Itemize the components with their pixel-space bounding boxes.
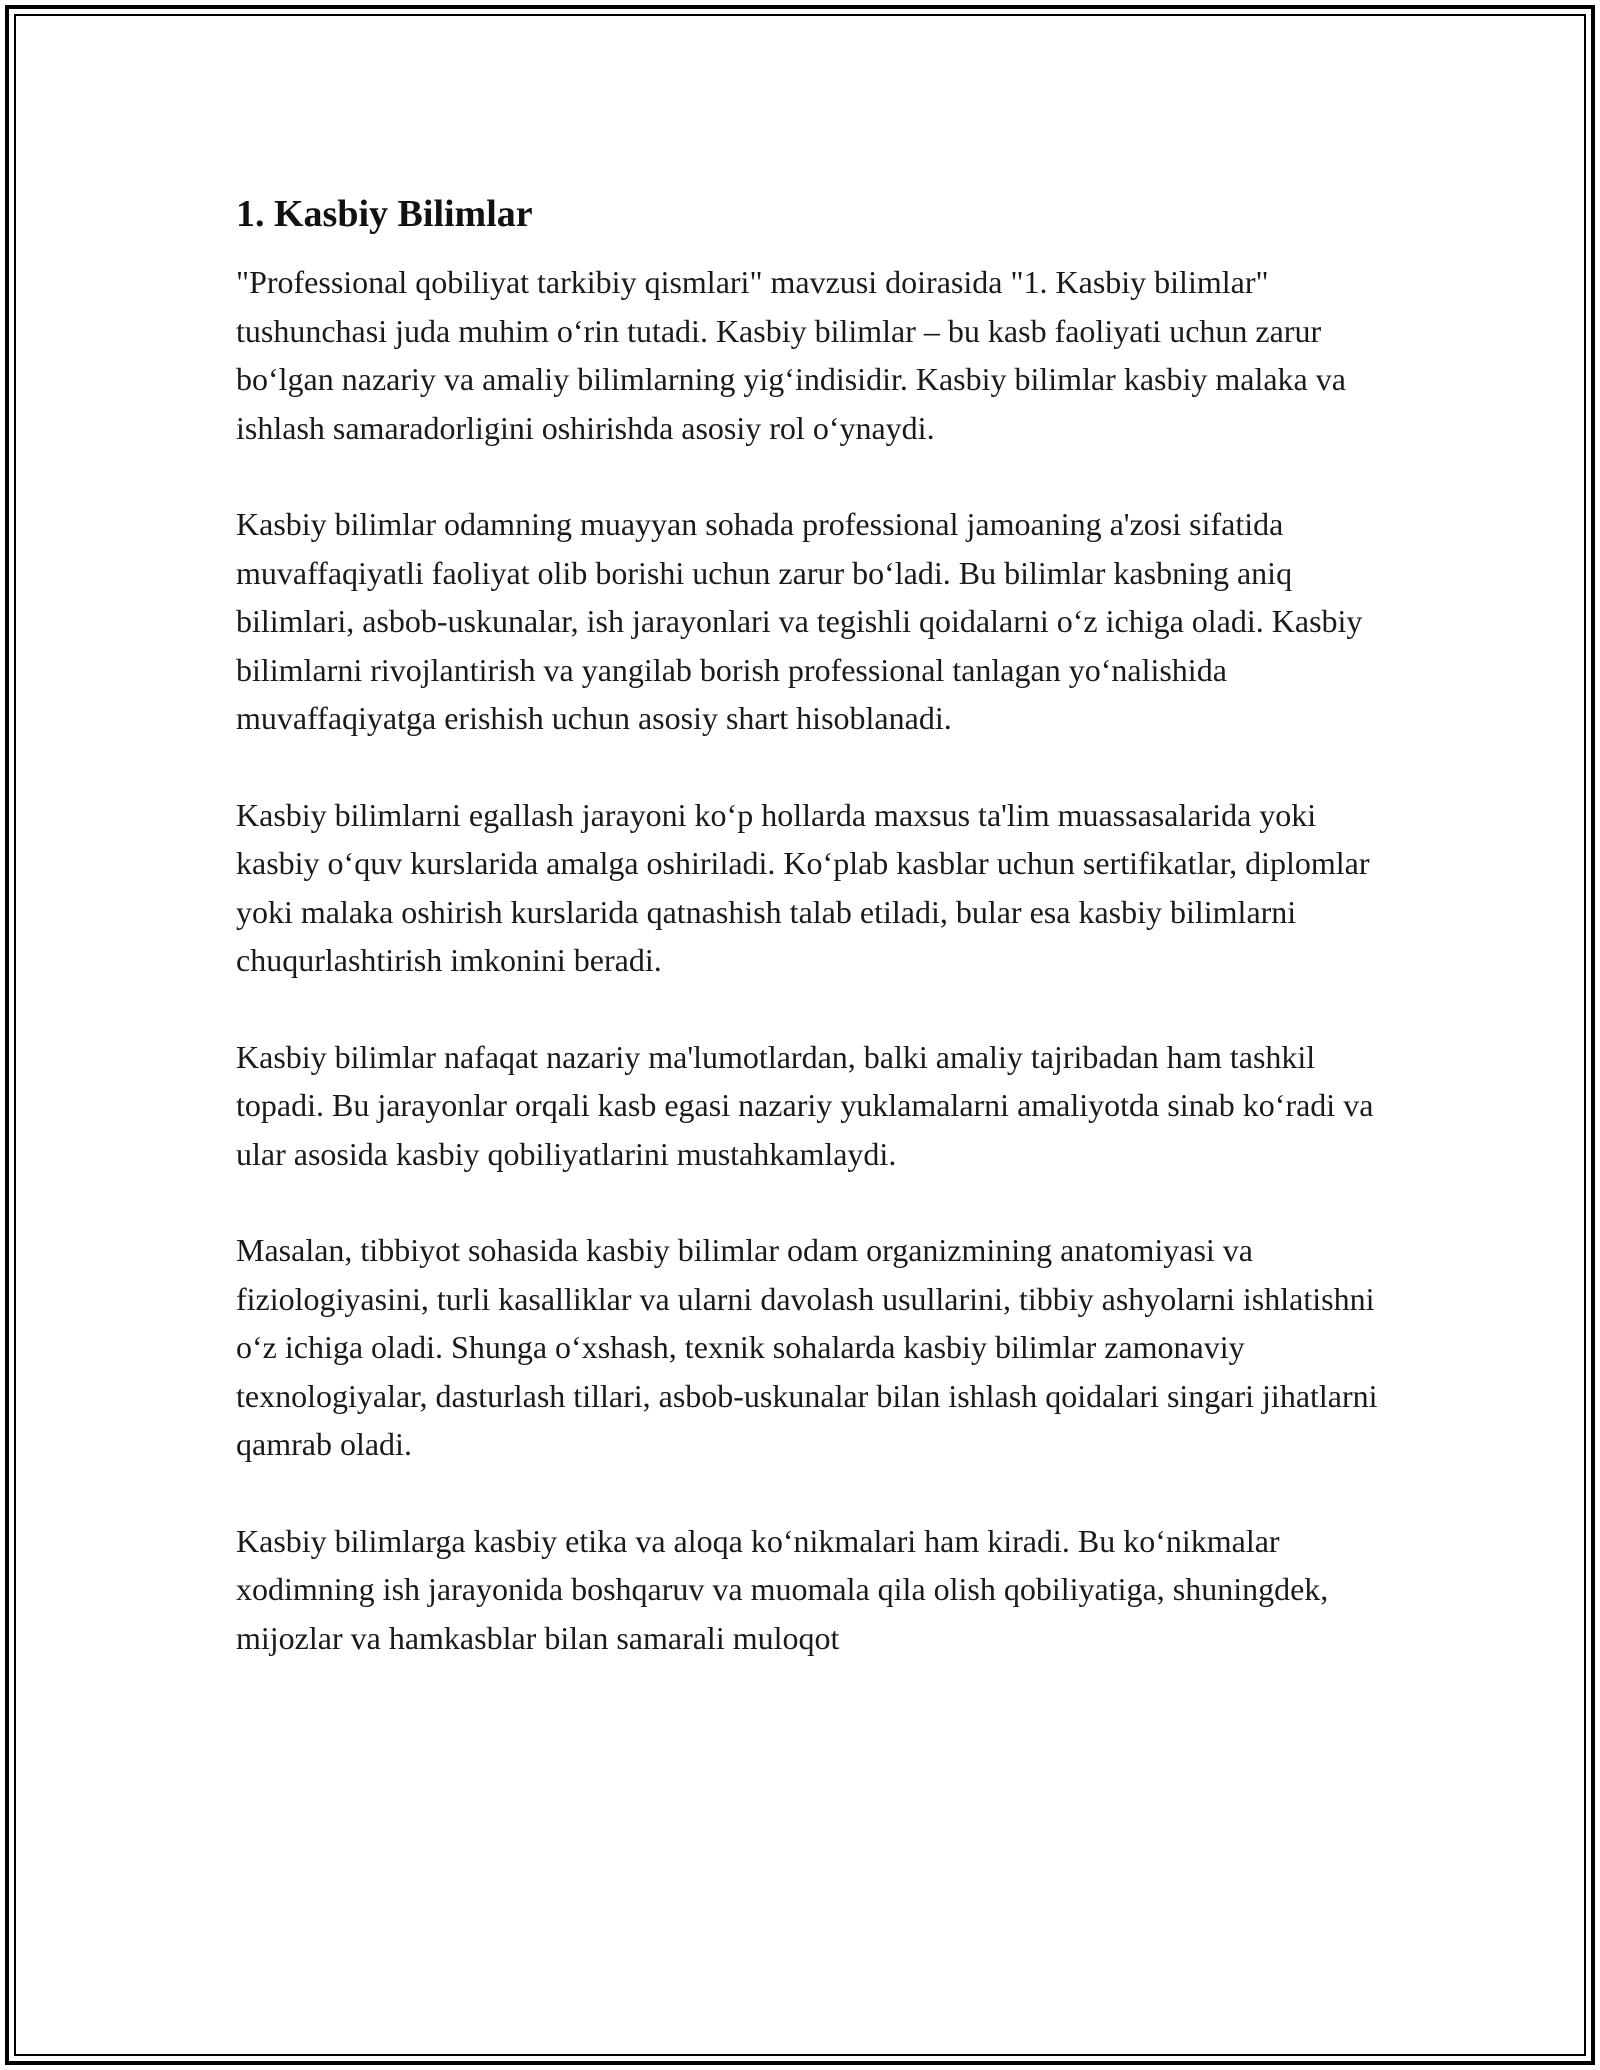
paragraph-6: Kasbiy bilimlarga kasbiy etika va aloqa ko‘nikmalari ham kiradi. Bu ko‘nikmalar xodimning ish jarayonida boshqaruv va muomala qila olish qobiliyatiga, shuningdek, mijozlar va hamkasblar bilan samarali muloqot (236, 1522, 1329, 1656)
paragraph-5: Masalan, tibbiyot sohasida kasbiy bilimlar odam organizmining anatomiyasi va fiziologiyasini, turli kasalliklar va ularni davolash usullarini, tibbiy ashyolarni ishlatishni o‘z ichiga oladi. Shunga o‘xshash, texnik sohalarda kasbiy bilimlar zamonaviy texnologiyalar, dasturlash tillari, asbob-uskunalar bilan ishlash qoidalari singari jihatlarni qamrab oladi. (236, 1232, 1378, 1462)
paragraph-4: Kasbiy bilimlar nafaqat nazariy ma'lumotlardan, balki amaliy tajribadan ham tashkil topadi. Bu jarayonlar orqali kasb egasi nazariy yuklamalarni amaliyotda sinab ko‘radi va ular asosida kasbiy qobiliyatlarini mustahkamlaydi. (236, 1038, 1374, 1172)
paragraph-1: "Professional qobiliyat tarkibiy qismlari" mavzusi doirasida "1. Kasbiy bilimlar" tushunchasi juda muhim o‘rin tutadi. Kasbiy bilimlar – bu kasb faoliyati uchun zarur bo‘lgan nazariy va amaliy bilimlarning yig‘indisidir. Kasbiy bilimlar kasbiy malaka va ishlash samaradorligini oshirishda asosiy rol o‘ynaydi. (236, 264, 1346, 446)
document-body (236, 186, 1386, 1662)
paragraph-3: Kasbiy bilimlarni egallash jarayoni ko‘p hollarda maxsus ta'lim muassasalarida yoki kasbiy o‘quv kurslarida amalga oshiriladi. Ko‘plab kasblar uchun sertifikatlar, diplomlar yoki malaka oshirish kurslarida qatnashish talab etiladi, bular esa kasbiy bilimlarni chuqurlashtirish imkonini beradi. (236, 796, 1370, 978)
section-heading: 1. Kasbiy Bilimlar (236, 193, 533, 235)
paragraph-2: Kasbiy bilimlar odamning muayyan sohada professional jamoaning a'zosi sifatida muvaffaqiyatli faoliyat olib borishi uchun zarur bo‘ladi. Bu bilimlar kasbning aniq bilimlari, asbob-uskunalar, ish jarayonlari va tegishli qoidalarni o‘z ichiga oladi. Kasbiy bilimlarni rivojlantirish va yangilab borish professional tanlagan yo‘nalishida muvaffaqiyatga erishish uchun asosiy shart hisoblanadi. (236, 506, 1363, 736)
